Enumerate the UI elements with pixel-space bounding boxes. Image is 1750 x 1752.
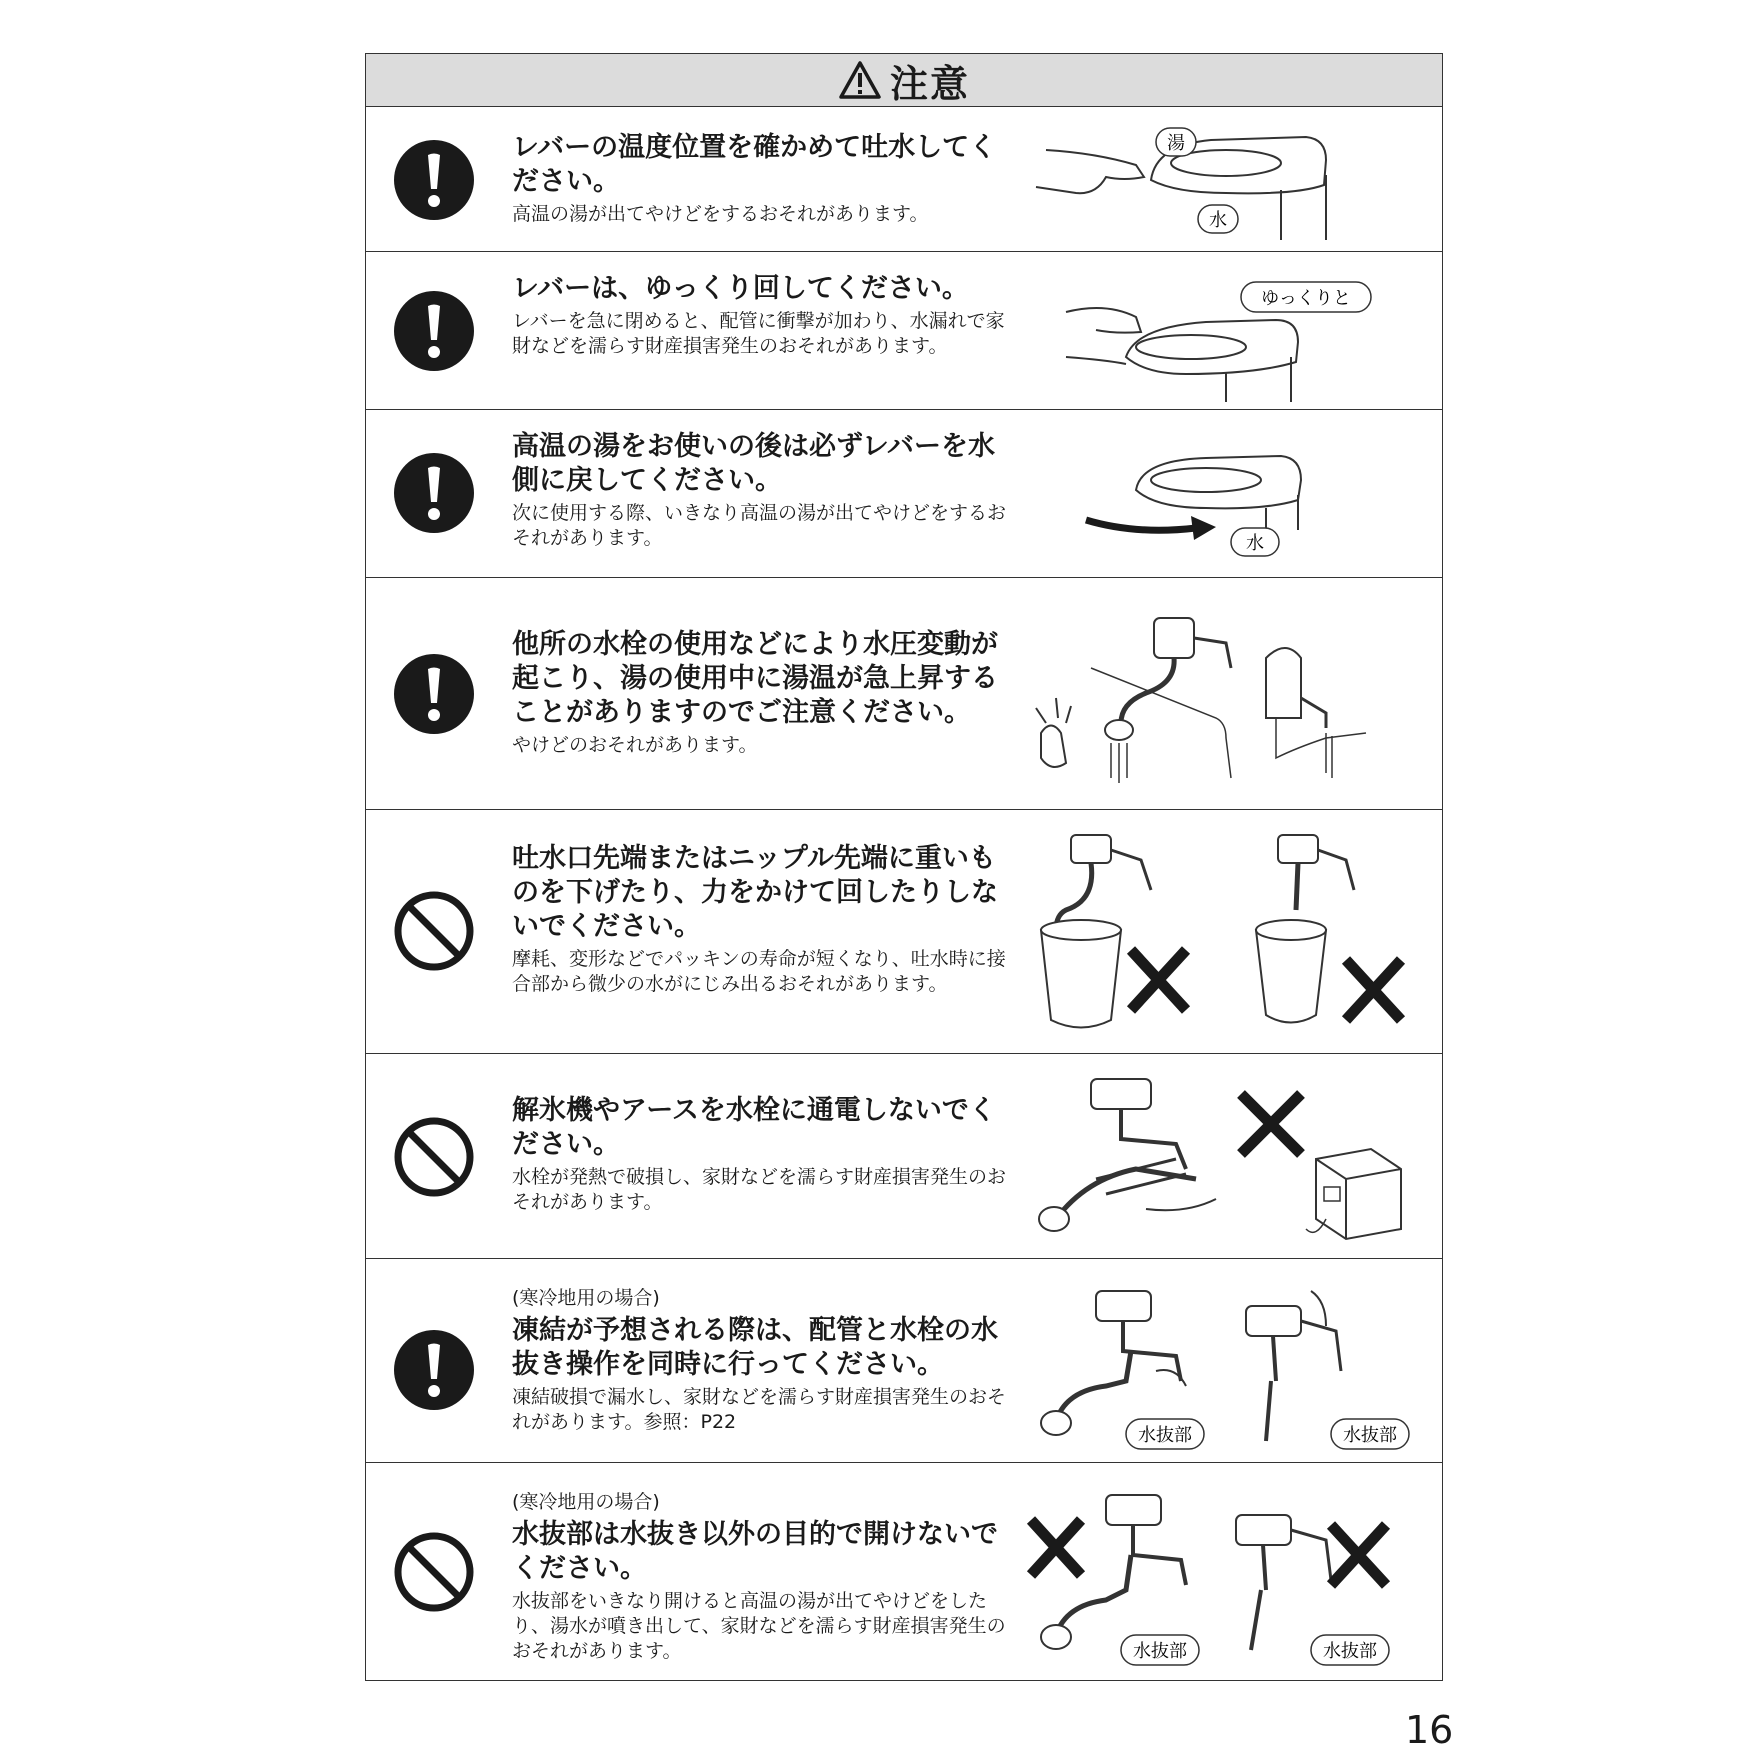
caution-text: [512, 842, 1012, 997]
cold-label: 水: [1246, 533, 1264, 554]
caution-heading: レバーの温度位置を確かめて吐水してください。: [512, 132, 997, 197]
caution-heading: 水抜部は水抜き以外の目的で開けないでください。: [512, 1519, 998, 1584]
mandatory-icon: [393, 1329, 475, 1411]
caution-row: [366, 810, 1442, 1054]
slowly-label: ゆっくりと: [1261, 288, 1351, 309]
caution-row: [366, 1259, 1442, 1463]
hot-label: 湯: [1167, 133, 1185, 154]
drain-label: 水抜部: [1343, 1425, 1397, 1446]
caution-detail: 次に使用する際、いきなり高温の湯が出てやけどをするおそれがあります。: [512, 502, 1007, 549]
caution-row: [366, 1463, 1442, 1682]
caution-text: [512, 628, 1012, 758]
cold-label: 水: [1209, 210, 1227, 231]
caution-header: [366, 54, 1442, 107]
mandatory-icon: [393, 653, 475, 735]
caution-detail: 高温の湯が出てやけどをするおそれがあります。: [512, 203, 929, 225]
caution-text: [512, 131, 1012, 227]
caution-heading: 他所の水栓の使用などにより水圧変動が起こり、湯の使用中に湯温が急上昇することがありますのでご注意ください。: [512, 629, 998, 728]
caution-row: [366, 1054, 1442, 1259]
mandatory-icon: [393, 290, 475, 372]
caution-detail: やけどのおそれがあります。: [512, 734, 758, 756]
mandatory-icon: [393, 139, 475, 221]
drain-label: 水抜部: [1138, 1425, 1192, 1446]
prohibited-icon: [393, 1531, 475, 1613]
pressure-change-illustration: [1026, 598, 1431, 798]
caution-text: [512, 1283, 1012, 1435]
lever-slowly-illustration: [1026, 262, 1431, 402]
caution-text: [512, 1487, 1012, 1664]
caution-title: 注意: [889, 61, 970, 106]
caution-heading: 吐水口先端またはニップル先端に重いものを下げたり、力をかけて回したりしないでください。: [512, 843, 998, 942]
caution-row: [366, 252, 1442, 410]
caution-heading: レバーは、ゆっくり回してください。: [512, 273, 969, 304]
caution-text: [512, 1094, 1012, 1215]
drain-label: 水抜部: [1133, 1641, 1187, 1662]
electric-thaw-illustration: [1026, 1069, 1431, 1249]
caution-detail: 水栓が発熱で破損し、家財などを濡らす財産損害発生のおそれがあります。: [512, 1166, 1007, 1213]
mandatory-icon: [393, 452, 475, 534]
caution-heading: 高温の湯をお使いの後は必ずレバーを水側に戻してください。: [512, 431, 996, 496]
caution-heading: 解氷機やアースを水栓に通電しないでください。: [512, 1095, 996, 1160]
caution-heading: 凍結が予想される際は、配管と水栓の水抜き操作を同時に行ってください。: [512, 1315, 998, 1380]
caution-row: [366, 107, 1442, 252]
prohibited-icon: [393, 1116, 475, 1198]
caution-row: [366, 578, 1442, 810]
caution-text: [512, 430, 1012, 551]
caution-detail: レバーを急に閉めると、配管に衝撃が加わり、水漏れで家財などを濡らす財産損害発生のおそれがあります。: [512, 310, 1005, 357]
drain-prohibited-illustration: [1026, 1475, 1431, 1675]
warning-triangle-icon: [838, 60, 882, 100]
drain-label: 水抜部: [1323, 1641, 1377, 1662]
lever-temperature-illustration: [1026, 115, 1431, 245]
heavy-object-illustration: [1026, 830, 1431, 1040]
page-number: 16: [1405, 1708, 1454, 1752]
caution-panel: [365, 53, 1443, 1681]
prohibited-icon: [393, 890, 475, 972]
caution-detail: 水抜部をいきなり開けると高温の湯が出てやけどをしたり、湯水が噴き出して、家財などを濡らす財産損害発生のおそれがあります。: [512, 1590, 1006, 1662]
drain-operation-illustration: [1026, 1271, 1431, 1456]
caution-detail: 摩耗、変形などでパッキンの寿命が短くなり、吐水時に接合部から微少の水がにじみ出るおそれがあります。: [512, 948, 1006, 995]
caution-row: [366, 410, 1442, 578]
cold-region-note: (寒冷地用の場合): [512, 1287, 660, 1309]
cold-region-note: (寒冷地用の場合): [512, 1491, 660, 1513]
caution-detail: 凍結破損で漏水し、家財などを濡らす財産損害発生のおそれがあります。参照：P22: [512, 1386, 1007, 1433]
caution-text: [512, 272, 1012, 359]
lever-return-illustration: [1026, 430, 1431, 565]
